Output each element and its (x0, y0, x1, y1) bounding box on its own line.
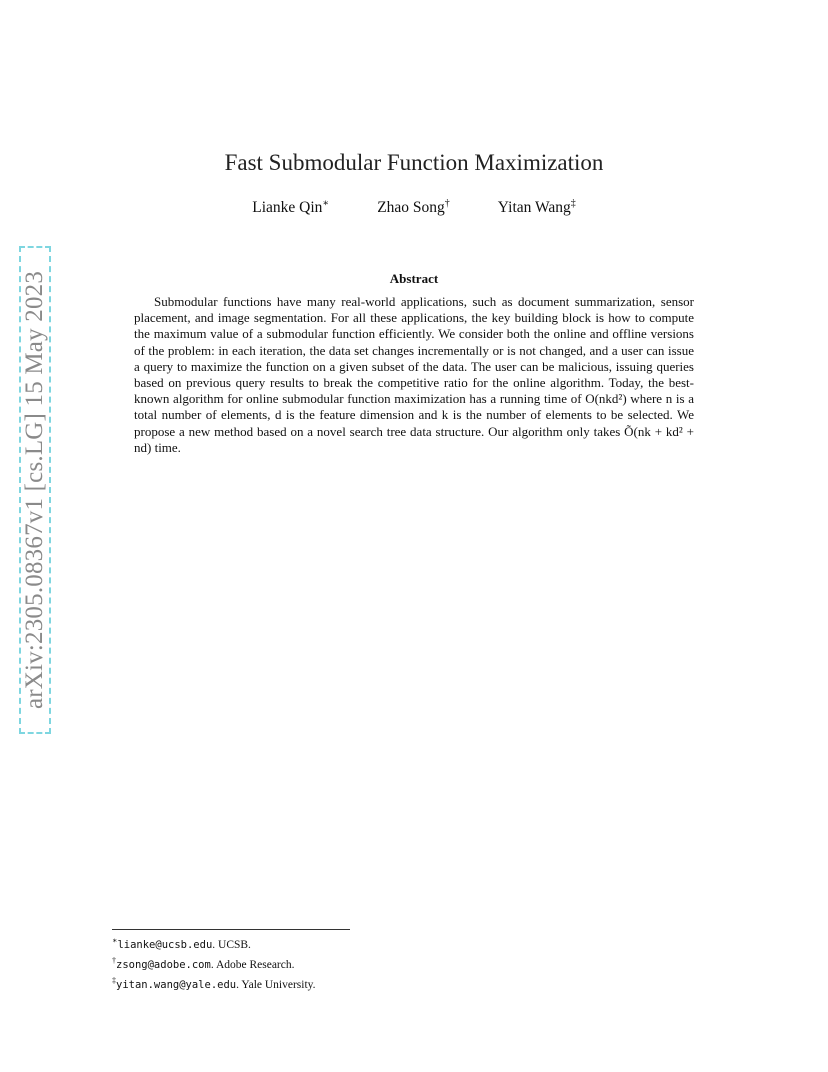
footnote-email: lianke@ucsb.edu (117, 938, 213, 951)
footnote-affiliation: . Yale University. (236, 978, 316, 991)
author-2 (377, 198, 450, 217)
footnote-divider (112, 929, 350, 930)
footnote-email: zsong@adobe.com (116, 958, 211, 971)
footnote-affiliation: . UCSB. (212, 938, 251, 951)
footnote-1 (112, 933, 316, 953)
footnote-affiliation: . Adobe Research. (210, 958, 295, 971)
footnotes (112, 933, 316, 992)
author-3 (498, 198, 576, 217)
author-1 (252, 198, 329, 217)
abstract-heading: Abstract (389, 271, 439, 286)
author-list (0, 198, 828, 217)
author-mark: ‡ (570, 198, 576, 209)
author-name: Lianke Qin (252, 199, 323, 217)
footnote-mark: † (112, 955, 116, 965)
arxiv-stamp (19, 246, 51, 734)
author-mark: † (444, 198, 450, 209)
footnote-email: yitan.wang@yale.edu (116, 978, 237, 991)
footnote-mark: ‡ (112, 975, 116, 985)
paper-title: Fast Submodular Function Maximization (224, 150, 604, 175)
footnote-3 (112, 973, 316, 993)
footnote-mark: ∗ (112, 936, 118, 945)
author-name: Zhao Song (377, 199, 445, 217)
abstract-body: Submodular functions have many real-world applications, such as document summarization, sensor placement, and image segmentation. For all these applications, the key building block is how to compute the maximum value of a submodular function efficiently. We consider both the online and offline versions of the problem: in each iteration, the data set changes incrementally or is not changed, and a user can issue a query to maximize the function on a given subset of the data. The user can be malicious, issuing queries based on previous query results to break the competitive ratio for the online algorithm. Today, the best-known algorithm for online submodular function maximization has a running time of O(nkd²) where n is a total number of elements, d is the feature dimension and k is the number of elements to be selected. We propose a new method based on a novel search tree data structure. Our algorithm only takes Õ(nk + kd² + nd) time. (134, 294, 694, 455)
footnote-2 (112, 953, 316, 973)
author-mark: ∗ (322, 198, 330, 209)
arxiv-stamp-text: arXiv:2305.08367v1 [cs.LG] 15 May 2023 (21, 270, 48, 710)
author-name: Yitan Wang (497, 199, 571, 217)
